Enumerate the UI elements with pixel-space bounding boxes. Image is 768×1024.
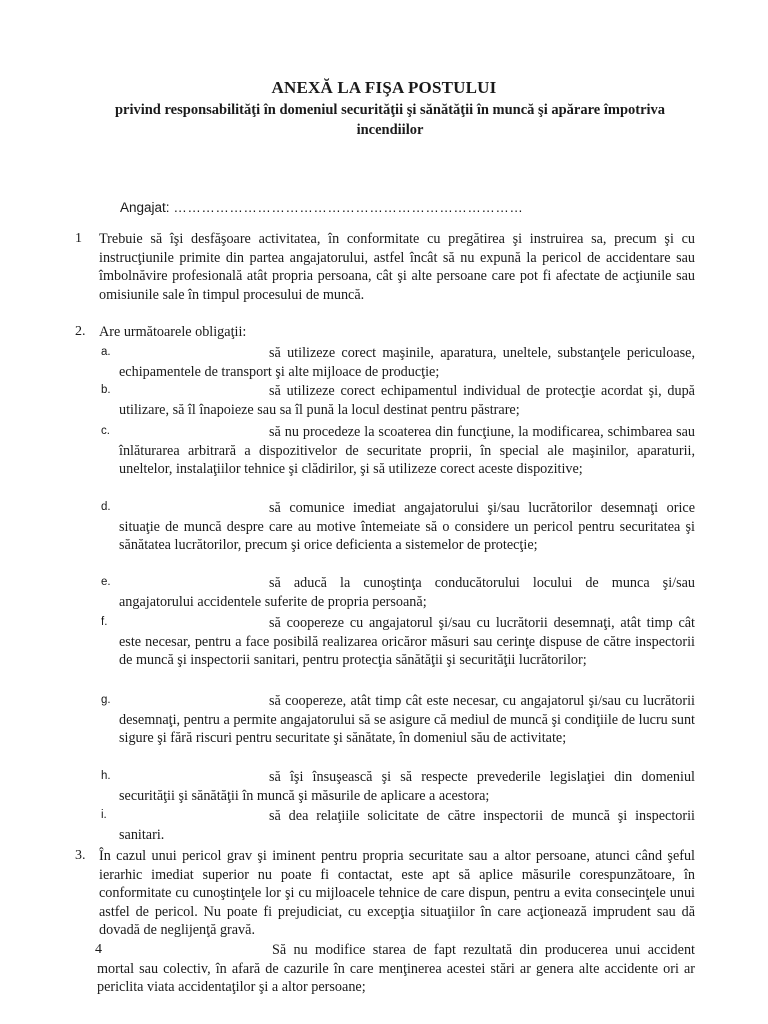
- document-title: ANEXĂ LA FIŞA POSTULUI: [271, 78, 497, 97]
- item-2-text: Are următoarele obligaţii:: [99, 324, 247, 340]
- employee-line: [120, 200, 523, 215]
- subitem-d-text: să comunice imediat angajatorului şi/sau lucrătorilor desemnaţi orice situaţie de muncă despre care au motive întemeiate să o considere un pericol pentru securitatea şi sănătatea lucrătorilor, precum şi orice deficienta a sistemelor de protecţie;: [119, 500, 695, 554]
- item-3-text: În cazul unui pericol grav şi iminent pentru propria securitate sau a altor persoane, atunci când şeful ierarhic imediat superior nu poate fi contactat, este apt să aplice măsurile corespunzătoare, în conformitate cu cunoştinţele lor şi cu mijloacele tehnice de care dispun, pentru a evita consecinţele unui astfel de pericol. Nu poate fi prejudiciat, cu excepţia situaţiilor în care acţionează imprudent sau dă dovadă de neglijenţă gravă.: [99, 848, 695, 939]
- subitem-letter: e.: [101, 576, 111, 588]
- subitem-letter: i.: [101, 809, 107, 821]
- subitem-g-text: să coopereze, atât timp cât este necesar, cu angajatorul şi/sau cu lucrătorii desemnaţi, pentru a permite angajatorului să se asigure că mediul de muncă şi condiţiile de lucru sunt sigure şi fără riscuri pentru securitate şi sănătate, în domeniul său de activitate;: [119, 693, 695, 747]
- subitem-letter: h.: [101, 770, 111, 782]
- item-number: 2.: [75, 324, 86, 339]
- subitem-e-text: să aducă la cunoştinţa conducătorului locului de munca şi/sau angajatorului accidentele suferite de propria persoană;: [119, 575, 695, 610]
- subitem-i-text: să dea relaţiile solicitate de către inspectorii de muncă şi inspectorii sanitari.: [119, 808, 695, 843]
- subitem-c-text: să nu procedeze la scoaterea din funcţiune, la modificarea, schimbarea sau înlăturarea arbitrară a dispozitivelor de securitate proprii, în special ale maşinilor, aparaturii, uneltelor, instalaţiilor tehnice şi clădirilor, şi să utilizeze corect aceste dispozitive;: [119, 424, 695, 478]
- employee-label: Angajat:: [120, 200, 170, 215]
- subitem-letter: d.: [101, 501, 111, 513]
- subitem-h-text: să îşi însuşească şi să respecte prevederile legislaţiei din domeniul securităţii şi sănătăţii în muncă şi măsurile de aplicare a acestora;: [119, 769, 695, 804]
- item-4-text: Să nu modifice starea de fapt rezultată din producerea unui accident mortal sau colectiv, în afară de cazurile în care menţinerea acestei stări ar genera alte accidente ori ar periclita viata accidentaţilor şi a altor persoane;: [97, 942, 695, 996]
- subitem-letter: a.: [101, 346, 111, 358]
- item-number: 1: [75, 231, 82, 246]
- item-number: 4: [95, 942, 102, 957]
- subitem-letter: g.: [101, 694, 111, 706]
- subitem-letter: b.: [101, 384, 111, 396]
- item-number: 3.: [75, 848, 86, 863]
- subitem-f-text: să coopereze cu angajatorul şi/sau cu lucrătorii desemnaţi, atât timp cât este necesar, pentru a face posibilă realizarea oricăror măsuri sau cerinţe dispuse de către inspectorii de muncă şi inspectorii sanitari, pentru protecţia sănătăţii şi securităţii lucrătorilor;: [119, 615, 695, 669]
- subitem-b-text: să utilizeze corect echipamentul individual de protecţie acordat şi, după utilizare, să îl înapoieze sau sa îl pună la locul destinat pentru păstrare;: [119, 383, 695, 418]
- item-1-text: Trebuie să îşi desfăşoare activitatea, în conformitate cu pregătirea şi instruirea sa, precum şi cu instrucţiunile primite din partea angajatorului, astfel încât să nu expună la pericol de accidentare sau îmbolnăvire profesională atât propria persoana, cât şi alte persoane care pot fi afectate de acţiunile sau omisiunile sale în timpul procesului de muncă.: [99, 231, 695, 303]
- subitem-letter: f.: [101, 616, 108, 628]
- document-subtitle: privind responsabilităţi în domeniul securităţii şi sănătăţii în muncă şi apărare împotriva incendiilor: [114, 102, 666, 138]
- subitem-a-text: să utilizeze corect maşinile, aparatura, uneltele, substanţele periculoase, echipamentele de transport şi alte mijloace de producţie;: [119, 345, 695, 380]
- employee-value: …………………………………………………………………: [173, 200, 524, 215]
- subitem-letter: c.: [101, 425, 110, 437]
